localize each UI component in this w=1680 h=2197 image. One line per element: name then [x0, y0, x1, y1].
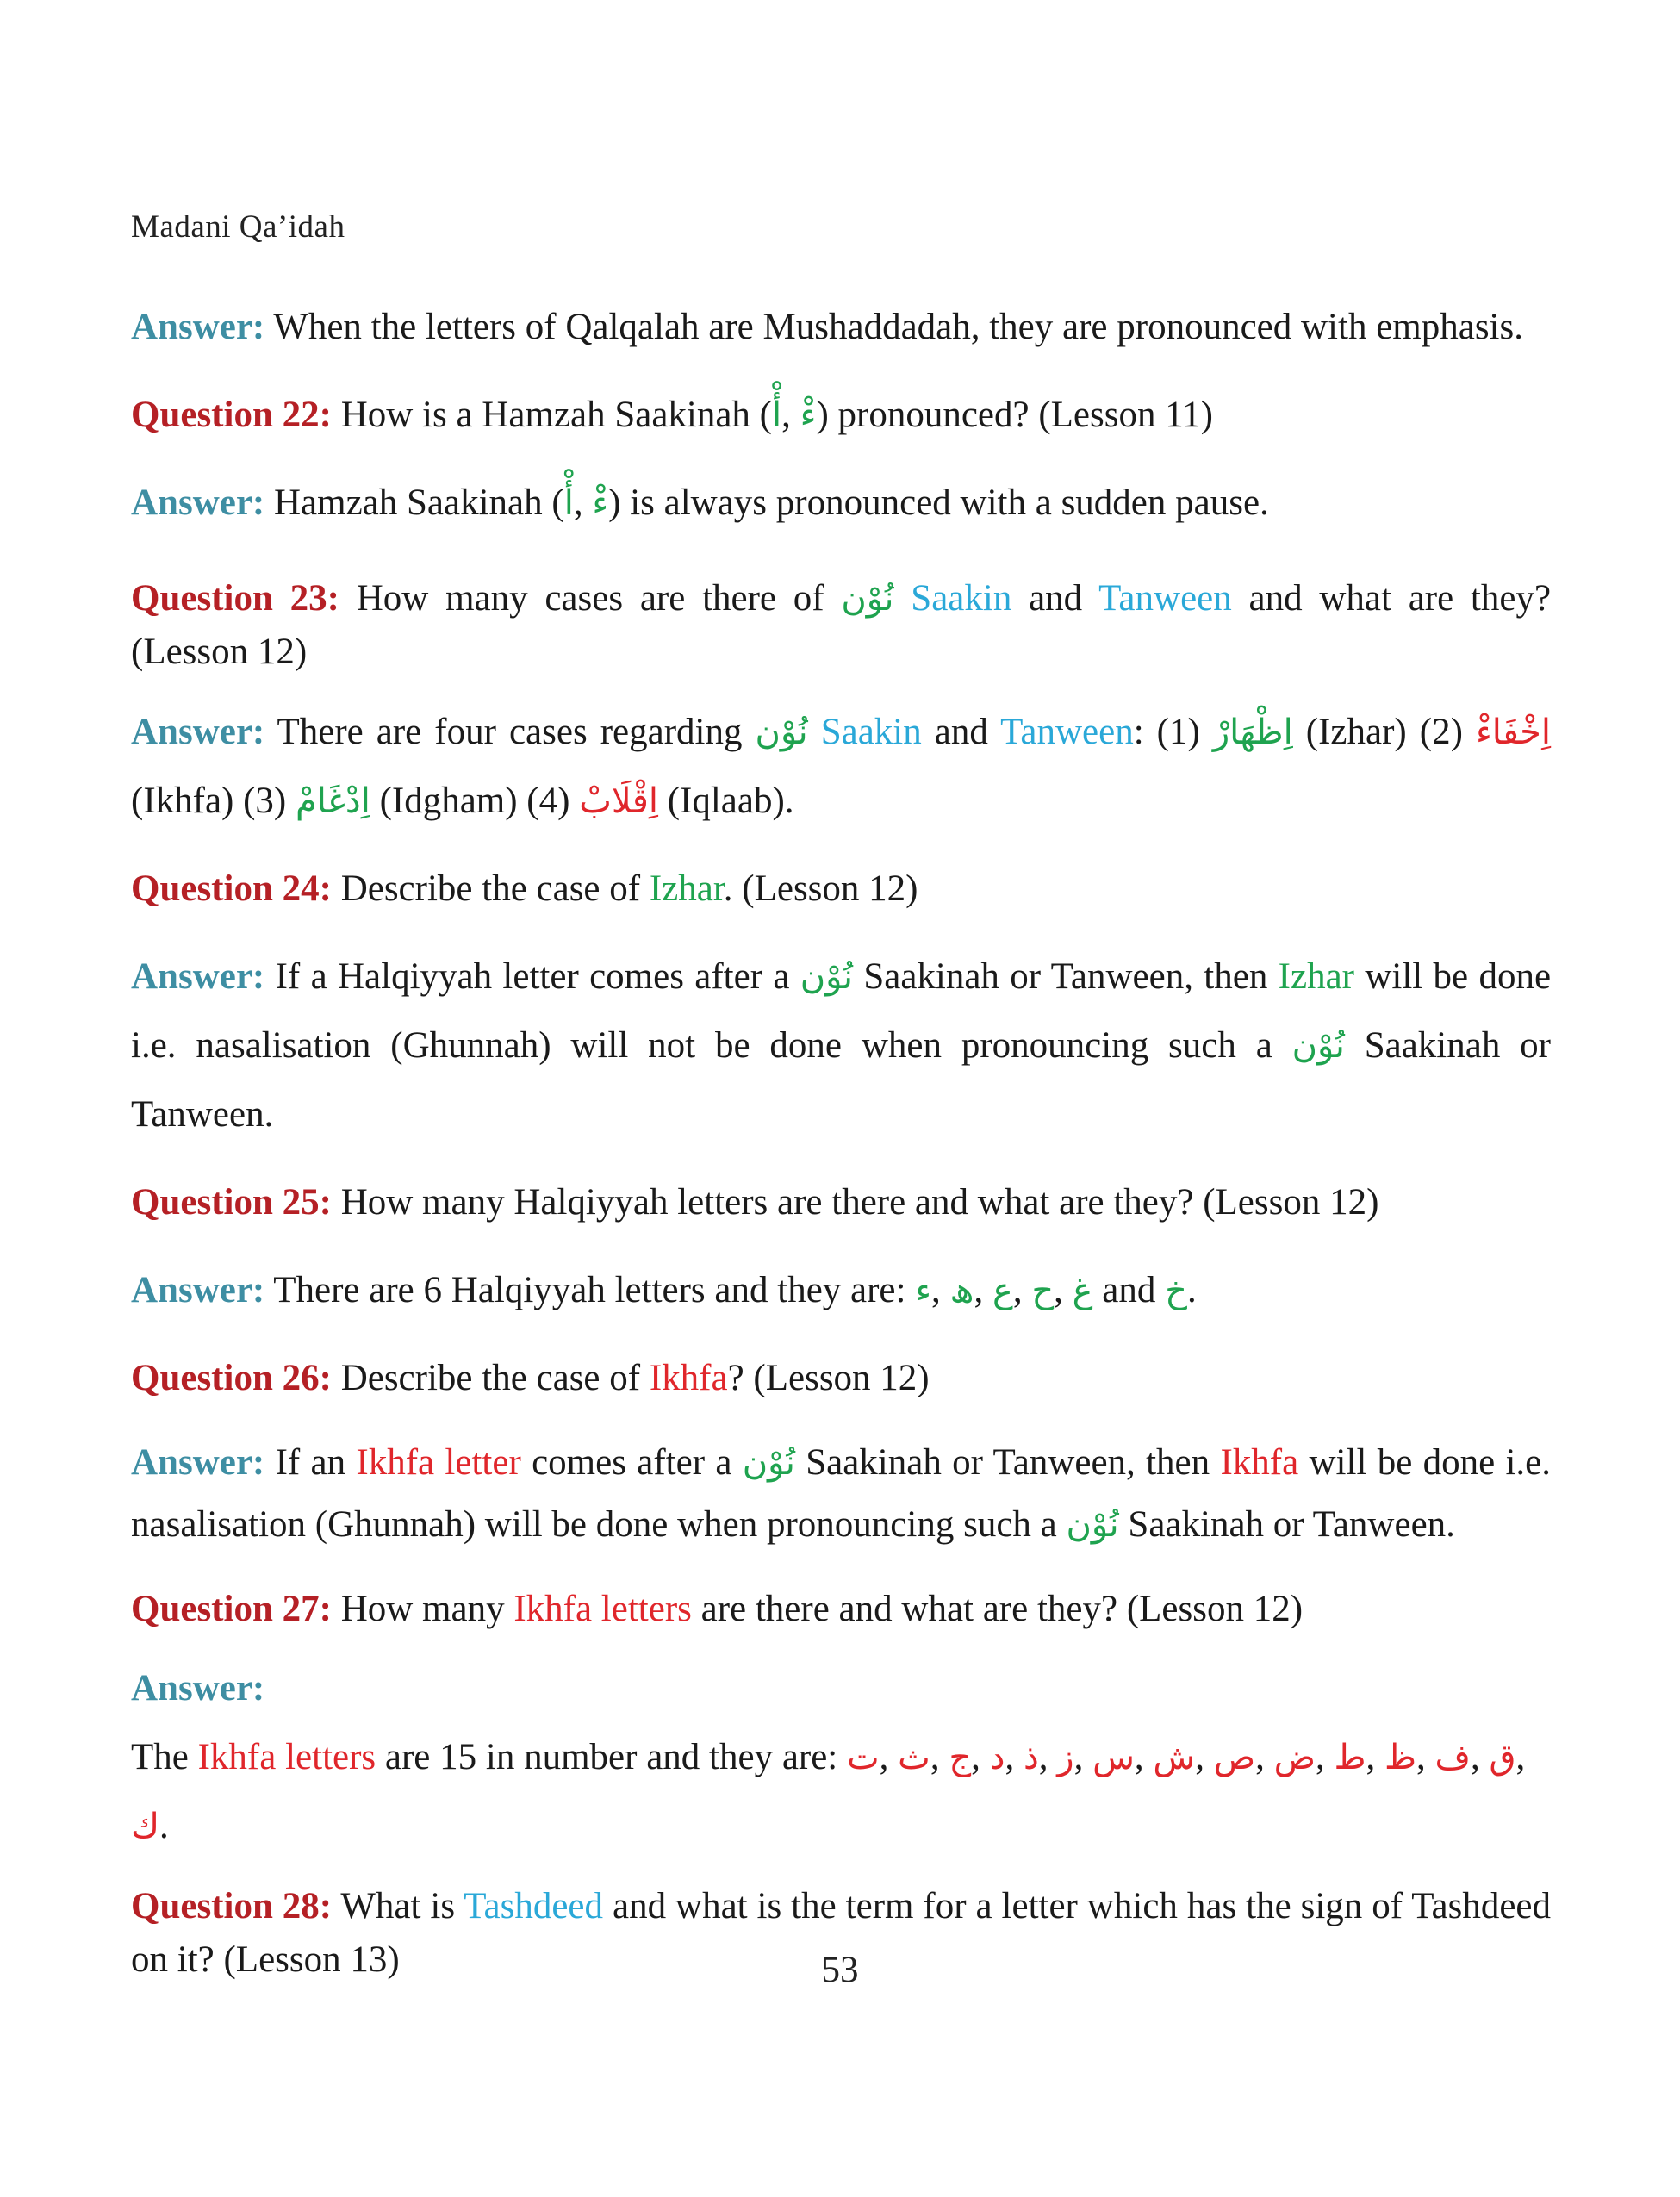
answer-23: Answer: There are four cases regarding نُوْن Saakin and Tanween: (1) اِظْهَارْ (Izhar) (2) اِخْفَاءْ (Ikhfa) (3) اِدْغَامْ (Idgham) (4) اِقْلَابْ (Iqlaab). — [131, 712, 1552, 821]
question-label: Question 24: — [131, 868, 332, 909]
answer-label: Answer: — [131, 1270, 265, 1310]
question-label: Question 22: — [131, 395, 332, 435]
answer-24: Answer: If a Halqiyyah letter comes after a نُوْن Saakinah or Tanween, then Izhar will be done i.e. nasalisation (Ghunnah) will not be done when pronouncing such a نُوْن Saakinah or Tanween. — [131, 956, 1552, 1135]
question-28: Question 28: What is Tashdeed and what is the term for a letter which has the sign of Tashdeed on it? (Lesson 13) — [131, 1886, 1551, 1980]
question-27: Question 27: How many Ikhfa letters are there and what are they? (Lesson 12) — [131, 1589, 1304, 1629]
page-body — [131, 293, 1551, 2006]
question-23: Question 23: How many cases are there of نُوْن Saakin and Tanween and what are they? (Lesson 12) — [131, 578, 1552, 672]
answer-label: Answer: — [131, 482, 265, 523]
running-header: Madani Qa’idah — [131, 209, 345, 245]
question-label: Question 23: — [131, 578, 339, 619]
question-25: Question 25: How many Halqiyyah letters are there and what are they? (Lesson 12) — [131, 1182, 1379, 1223]
answer-label: Answer: — [131, 307, 265, 347]
answer-27-label-line — [131, 1654, 1551, 1723]
answer-22: Answer: Hamzah Saakinah (أْ, ءْ) is always pronounced with a sudden pause. — [131, 482, 1269, 523]
answer-label: Answer: — [131, 956, 265, 997]
answer-label: Answer: — [131, 1668, 265, 1708]
answer-21: Answer: When the letters of Qalqalah are Mushaddadah, they are pronounced with emphasis. — [131, 307, 1523, 347]
question-label: Question 27: — [131, 1589, 332, 1629]
question-26: Question 26: Describe the case of Ikhfa? (Lesson 12) — [131, 1358, 930, 1398]
page-number: 53 — [821, 1950, 859, 1990]
question-label: Question 26: — [131, 1358, 332, 1398]
answer-label: Answer: — [131, 1442, 265, 1483]
answer-label: Answer: — [131, 712, 265, 752]
answer-25: Answer: There are 6 Halqiyyah letters and they are: ء, ھ, ع, ح, غ and خ. — [131, 1270, 1197, 1310]
answer-26: Answer: If an Ikhfa letter comes after a نُوْن Saakinah or Tanween, then Ikhfa will be done i.e. nasalisation (Ghunnah) will be done when pronouncing such a نُوْن Saakinah or Tanween. — [131, 1442, 1552, 1545]
question-24: Question 24: Describe the case of Izhar. (Lesson 12) — [131, 868, 918, 909]
question-22: Question 22: How is a Hamzah Saakinah (أْ, ءْ) pronounced? (Lesson 11) — [131, 395, 1213, 435]
answer-27: The Ikhfa letters are 15 in number and they are: ت, ث, ج, د, ذ, ز, س, ش, ص, ض, ط, ظ, ف, ق, ك. — [131, 1737, 1526, 1846]
question-label: Question 25: — [131, 1182, 332, 1223]
question-label: Question 28: — [131, 1886, 333, 1926]
